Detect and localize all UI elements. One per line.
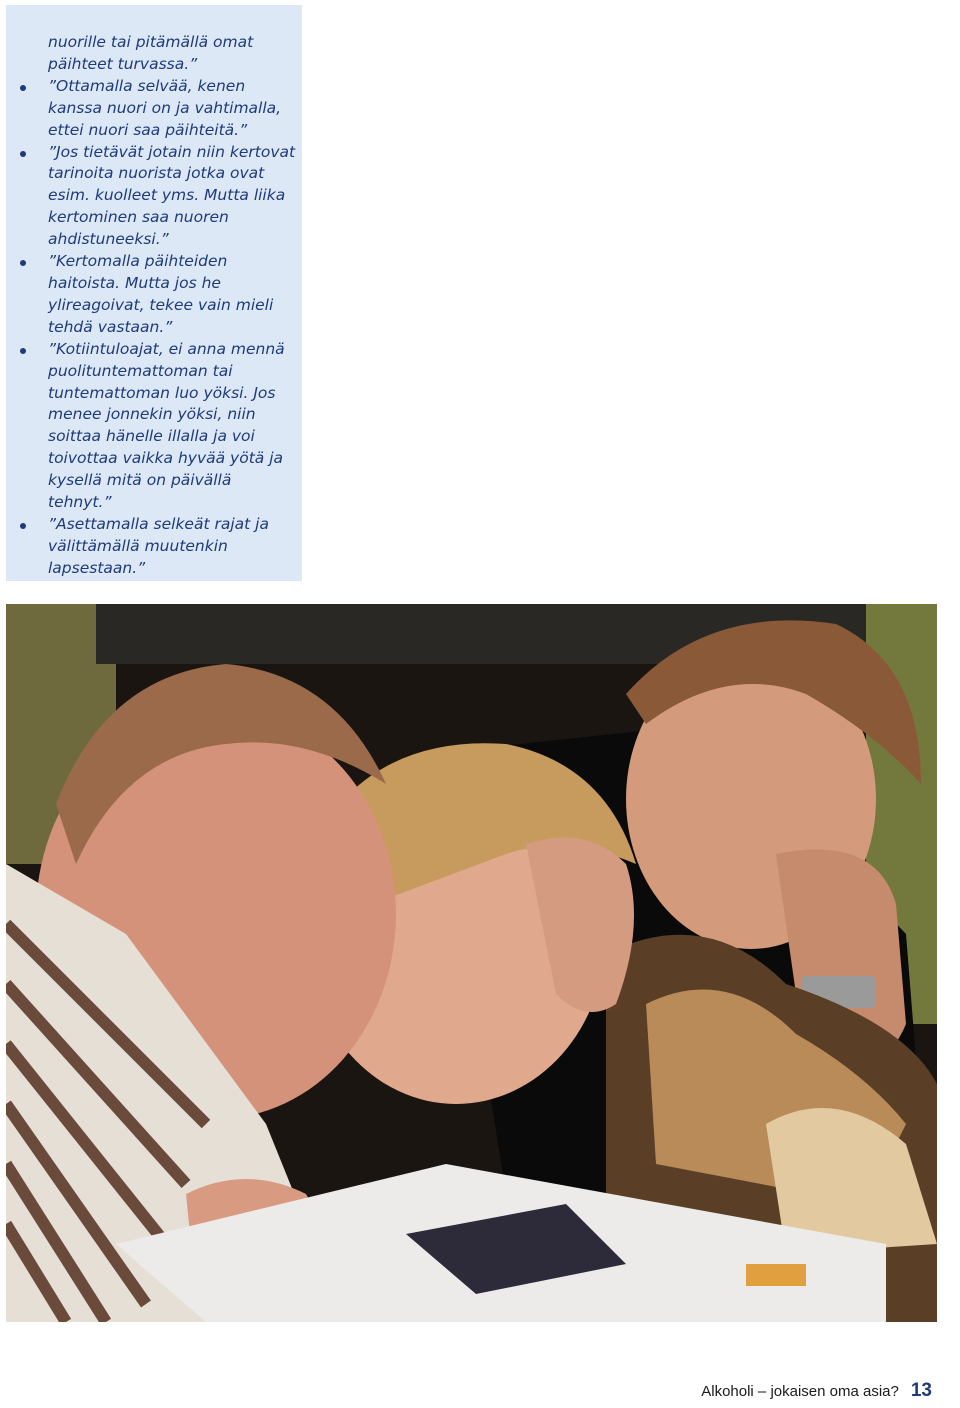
bullet-icon bbox=[20, 348, 26, 354]
quote-text: ”Kotiintuloajat, ei anna mennä puolituntemattoman tai tuntemattoman luo yöksi. Jos menee jonnekin yöksi, niin soittaa hänelle illalla ja voi toivottaa vaikka hyvää yötä ja kysellä mitä on päivällä tehnyt.” bbox=[48, 339, 285, 512]
quote-item bbox=[48, 514, 298, 580]
page-footer bbox=[701, 1380, 932, 1402]
bullet-icon bbox=[20, 151, 26, 157]
bullet-icon bbox=[20, 85, 26, 91]
quote-intro: nuorille tai pitämällä omat päihteet turvassa.” bbox=[48, 33, 254, 73]
page-number: 13 bbox=[910, 1380, 932, 1401]
quote-item bbox=[48, 251, 298, 339]
quote-item bbox=[48, 142, 298, 252]
quote-text: ”Asettamalla selkeät rajat ja välittämällä muutenkin lapsestaan.” bbox=[48, 514, 269, 577]
quote-text: ”Kertomalla päihteiden haitoista. Mutta jos he ylireagoivat, tekee vain mieli tehdä vastaan.” bbox=[48, 252, 274, 336]
publication-title: Alkoholi – jokaisen oma asia? bbox=[701, 1383, 899, 1400]
family-photo bbox=[6, 604, 937, 1322]
quote-list bbox=[48, 32, 298, 580]
quote-text: ”Jos tietävät jotain niin kertovat tarinoita nuorista jotka ovat esim. kuolleet yms. Mutta liika kertominen saa nuoren ahdistuneeksi.” bbox=[48, 142, 296, 249]
quote-item bbox=[48, 76, 298, 142]
family-photo-illustration bbox=[6, 604, 937, 1322]
quote-item bbox=[48, 339, 298, 514]
bullet-icon bbox=[20, 523, 26, 529]
quote-text: ”Ottamalla selvää, kenen kanssa nuori on ja vahtimalla, ettei nuori saa päihteitä.” bbox=[48, 76, 282, 139]
